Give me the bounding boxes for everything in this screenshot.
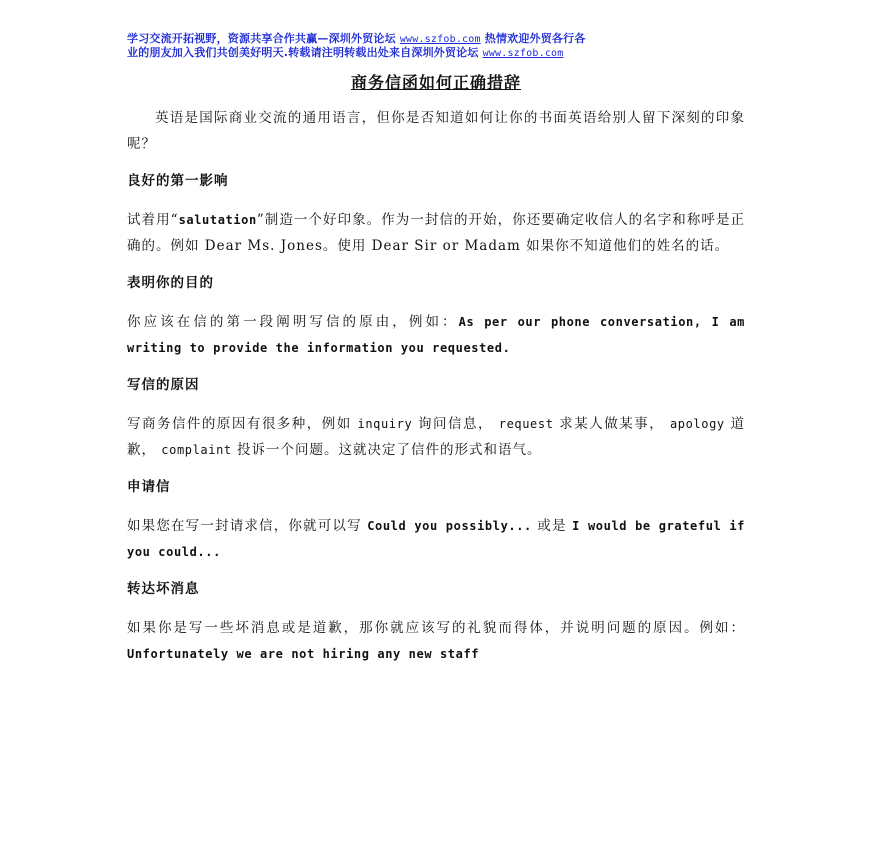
term-request: request bbox=[498, 417, 554, 431]
text-run: 你应该在信的第一段阐明写信的原由，例如： bbox=[127, 314, 459, 330]
section-paragraph-request-letter bbox=[127, 513, 745, 565]
text-run: 投诉一个问题。这就决定了信件的形式和语气。 bbox=[231, 442, 542, 458]
banner-link-1[interactable]: www.szfob.com bbox=[399, 34, 481, 45]
text-run: 如果你是写一些坏消息或是道歉，那你就应该写的礼貌而得体，并说明问题的原因。例如： bbox=[127, 620, 745, 636]
text-run: 写商务信件的原因有很多种，例如 bbox=[127, 416, 358, 432]
term-complaint: complaint bbox=[161, 443, 232, 457]
text-run: 求某人做某事， bbox=[553, 416, 665, 432]
code-example-unfortunately: Unfortunately we are not hiring any new staff bbox=[127, 647, 480, 661]
code-term-salutation: salutation bbox=[178, 213, 257, 227]
forum-banner bbox=[127, 32, 745, 60]
banner-text-2: 业的朋友加入我们共创美好明天.转载请注明转载出处来自深圳外贸论坛 bbox=[127, 46, 483, 59]
text-run: 询问信息， bbox=[412, 416, 493, 432]
banner-text-1-tail: 热情欢迎外贸各行各 bbox=[480, 32, 586, 45]
section-paragraph-bad-news bbox=[127, 615, 745, 667]
section-heading-bad-news: 转达坏消息 bbox=[127, 581, 200, 597]
text-run: 或是 bbox=[531, 518, 573, 534]
document-title: 商务信函如何正确措辞 bbox=[350, 73, 521, 92]
section-paragraph-reasons bbox=[127, 411, 745, 463]
term-apology: apology bbox=[669, 417, 725, 431]
code-example-grateful: I would be grateful if you could... bbox=[127, 519, 745, 559]
intro-paragraph: 英语是国际商业交流的通用语言，但你是否知道如何让你的书面英语给别人留下深刻的印象呢？ bbox=[127, 110, 745, 152]
term-inquiry: inquiry bbox=[357, 417, 413, 431]
section-heading-first-impression: 良好的第一影响 bbox=[127, 173, 229, 189]
text-run: 如果您在写一封请求信，你就可以写 bbox=[127, 518, 368, 534]
code-example-purpose: As per our phone conversation, I am writing to provide the information you requested. bbox=[127, 315, 745, 355]
document-page bbox=[127, 32, 745, 667]
section-heading-purpose: 表明你的目的 bbox=[127, 275, 214, 291]
banner-text-1: 学习交流开拓视野，资源共享合作共赢—深圳外贸论坛 bbox=[127, 32, 400, 45]
section-paragraph-first-impression bbox=[127, 207, 745, 259]
section-paragraph-purpose bbox=[127, 309, 745, 361]
section-heading-reasons: 写信的原因 bbox=[127, 377, 200, 393]
banner-link-2[interactable]: www.szfob.com bbox=[482, 48, 564, 59]
text-run: 试着用“ bbox=[127, 212, 179, 228]
banner-line-1 bbox=[127, 32, 745, 46]
banner-line-2 bbox=[127, 46, 745, 60]
code-example-could-you: Could you possibly... bbox=[367, 519, 532, 533]
text-run: 道歉， bbox=[127, 416, 746, 458]
section-heading-request-letter: 申请信 bbox=[127, 479, 171, 495]
text-run: ”制造一个好印象。作为一封信的开始，你还要确定收信人的名字和称呼是正确的。例如 Dear Ms. Jones。使用 Dear Sir or Madam 如果你不知道他们的姓名的话。 bbox=[127, 212, 746, 254]
